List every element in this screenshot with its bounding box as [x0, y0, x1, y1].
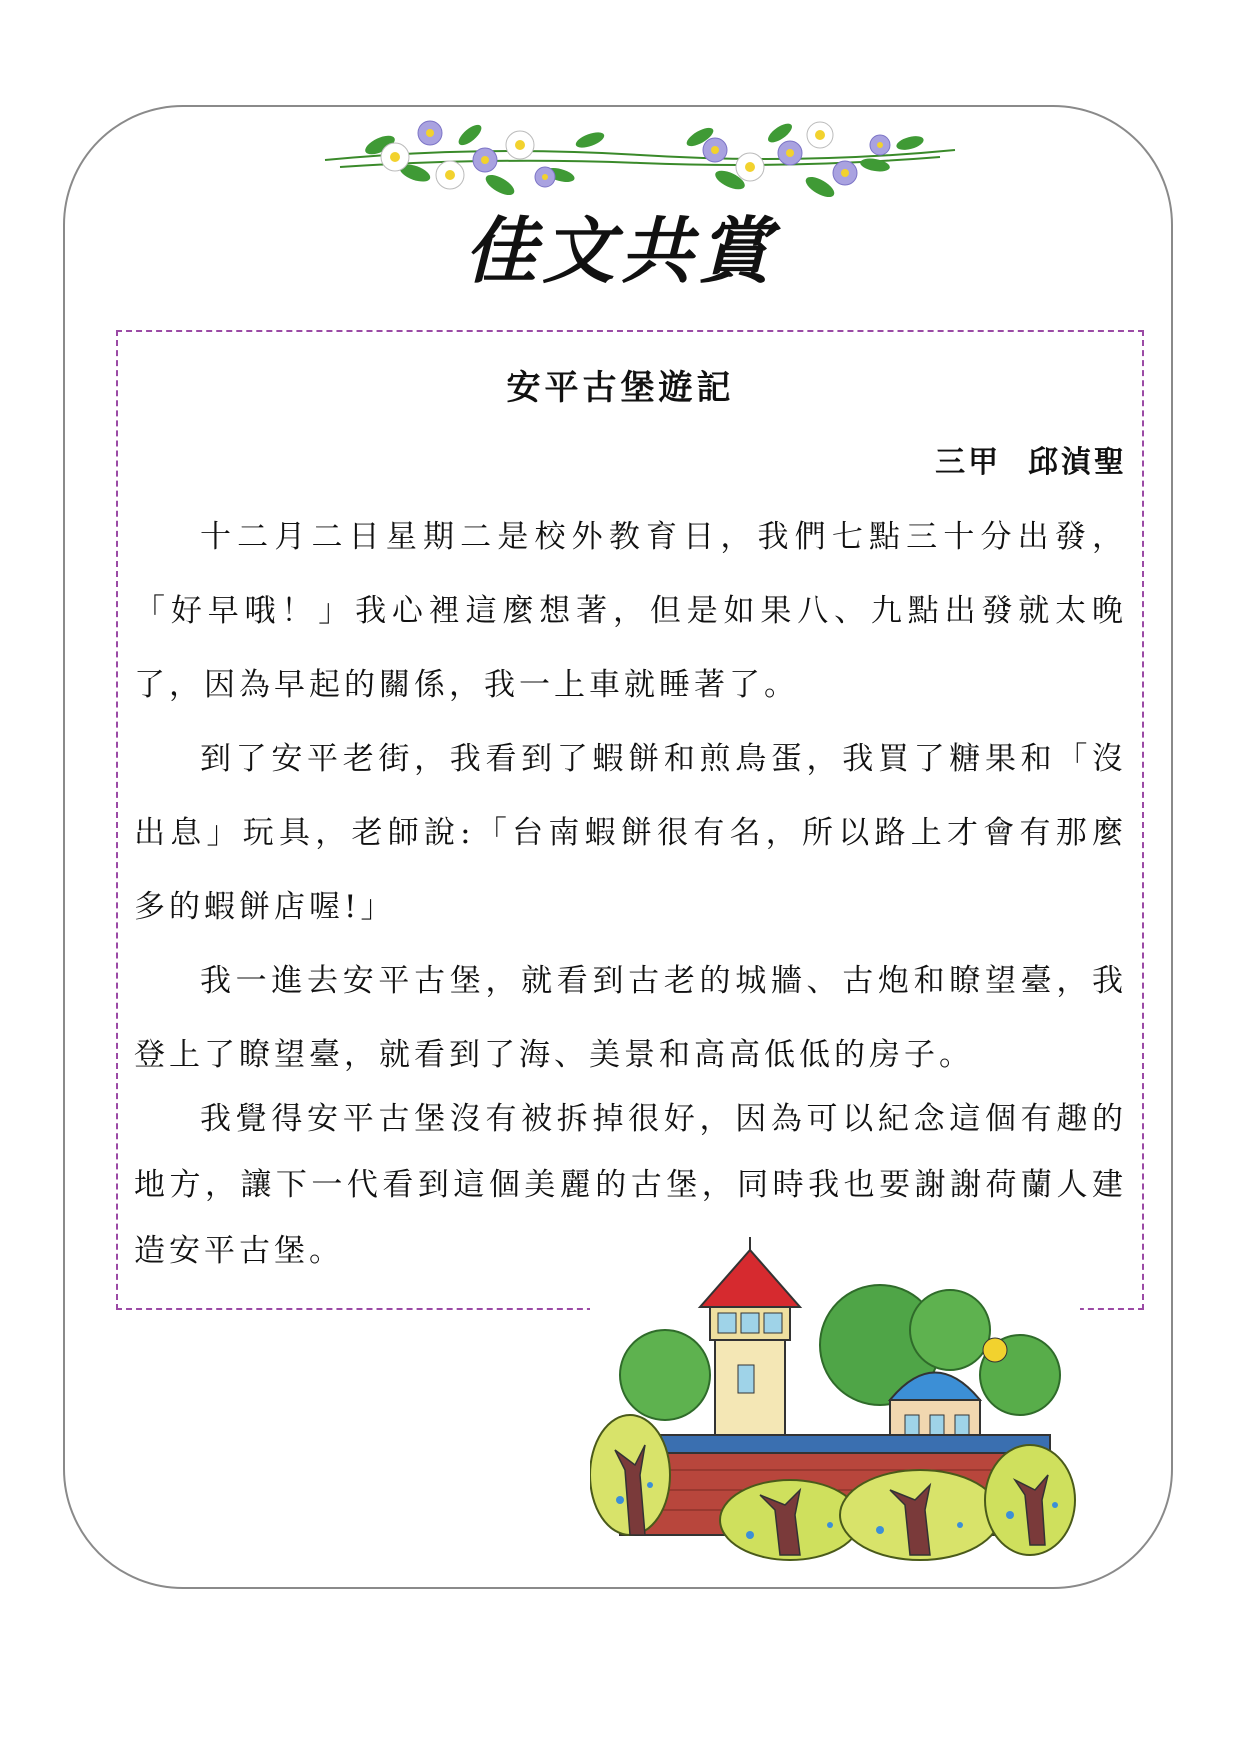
- essay-title: 安平古堡遊記: [506, 368, 735, 408]
- anping-castle-illustration: [590, 1235, 1080, 1565]
- flower-garland-icon: [320, 105, 960, 210]
- page-heading: 佳文共賞: [464, 209, 777, 293]
- essay-body: [134, 500, 1127, 1284]
- essay-paragraph-2: 到了安平老街，我看到了蝦餅和煎鳥蛋，我買了糖果和「沒出息」玩具，老師說:「台南蝦餅很有名，所以路上才會有那麼多的蝦餅店喔!」: [134, 741, 1127, 925]
- essay-paragraph-1: 十二月二日星期二是校外教育日，我們七點三十分出發，「好早哦！」我心裡這麼想著，但是如果八、九點出發就太晚了，因為早起的關係，我一上車就睡著了。: [134, 519, 1127, 703]
- essay-paragraph-4: 我覺得安平古堡沒有被拆掉很好，因為可以紀念這個有趣的地方，讓下一代看到這個美麗的古堡，同時我也要謝謝荷蘭人建造安平古堡。: [134, 1101, 1127, 1269]
- essay-author: 三甲 邱湞聖: [935, 445, 1127, 480]
- essay-paragraph-3: 我一進去安平古堡，就看到古老的城牆、古炮和瞭望臺，我登上了瞭望臺，就看到了海、美景和高高低低的房子。: [134, 963, 1127, 1073]
